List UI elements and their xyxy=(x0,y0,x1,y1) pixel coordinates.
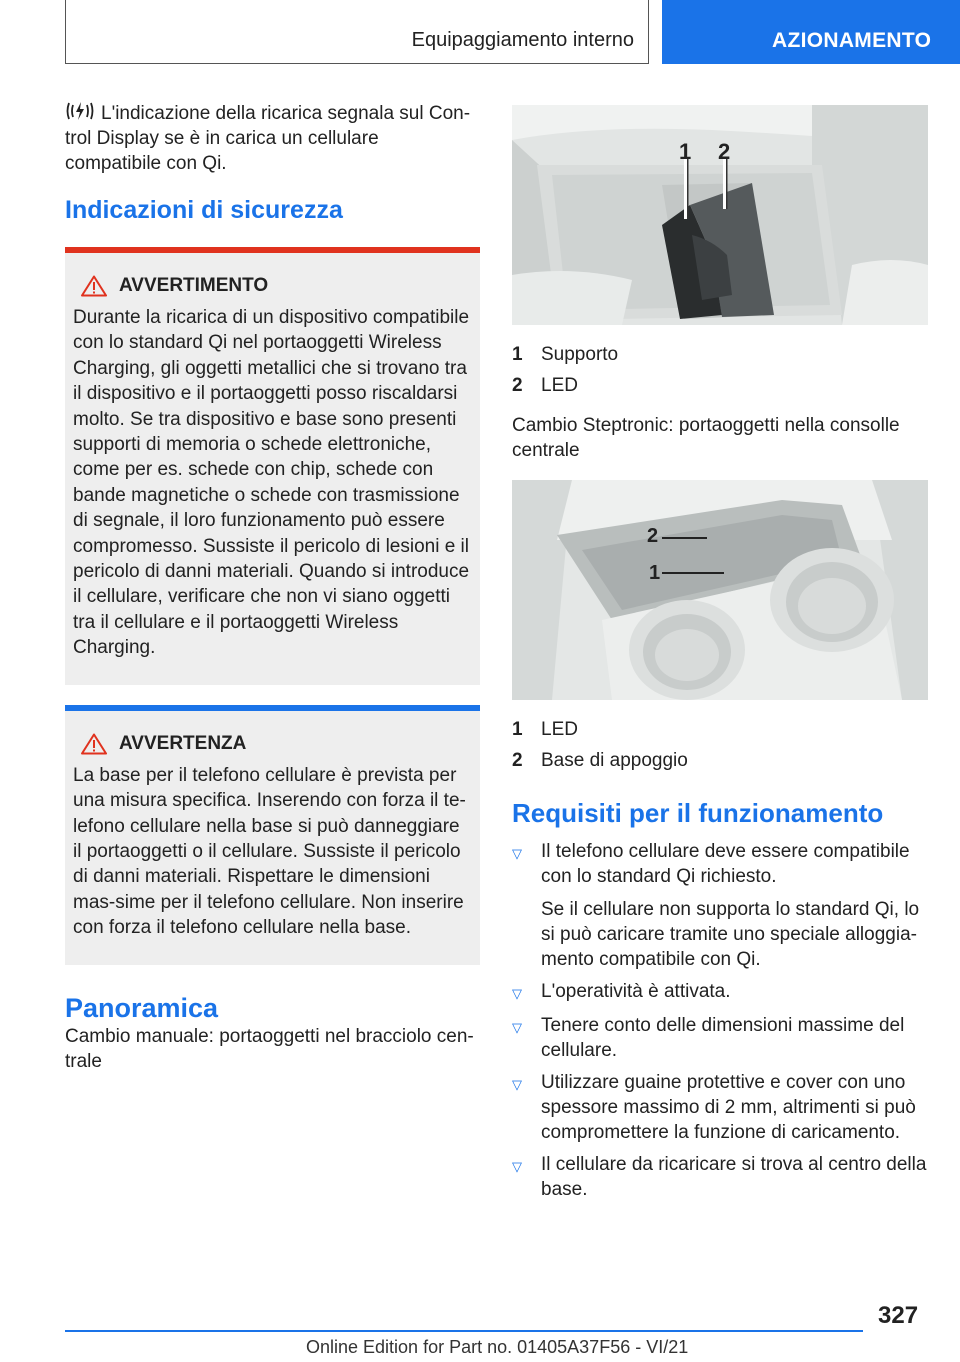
bullet-triangle-icon: ▽ xyxy=(512,986,522,1001)
header-section-title: Equipaggiamento interno xyxy=(411,29,634,51)
intro-text: L'indicazione della ricarica segnala sul Con-trol Display se è in carica un cellulare compatibile con Qi. xyxy=(65,103,471,174)
legend-item xyxy=(512,370,928,401)
legend-text: Base di appoggio xyxy=(541,750,688,771)
legend-number: 2 xyxy=(512,750,523,771)
wireless-charging-icon xyxy=(65,100,95,122)
page-number: 327 xyxy=(878,1302,919,1329)
legend-item xyxy=(512,714,928,745)
warning-text: Durante la ricarica di un dispositivo compatibile con lo standard Qi nel portaoggetti Wireless Charging, gli oggetti metallici che si trovano tra il dispositivo e il portaoggetti posso riscaldarsi molto. Se tra dispositivo e base sono presenti supporti di memoria o schede elettroniche, come per es. schede con chip, schede con bande magnetiche o schede con trasmissione di segnale, il loro funzionamento può essere compromesso. Sussiste il pericolo di lesioni e il pericolo di danni materiali. Quando si introduce il cellulare, verificare che non vi siano oggetti tra il cellulare e il portaoggetti Wireless Charging. xyxy=(73,307,470,659)
manual-gearbox-text: Cambio manuale: portaoggetti nel bracciolo cen-trale xyxy=(65,1025,474,1072)
legend-item xyxy=(512,339,928,370)
right-column xyxy=(512,105,928,1209)
heading-requirements: Requisiti per il funzionamento xyxy=(512,798,884,828)
header-section-tab xyxy=(65,0,649,64)
heading-overview: Panoramica xyxy=(65,992,219,1023)
header-chapter-title: AZIONAMENTO xyxy=(772,29,932,52)
figure1-callout-2: 2 xyxy=(718,139,731,164)
heading-safety: Indicazioni di sicurezza xyxy=(65,196,343,224)
warning-box-avvertenza xyxy=(65,705,480,965)
legend-number: 1 xyxy=(512,344,523,365)
armrest-storage-photo xyxy=(512,105,928,325)
legend-number: 2 xyxy=(512,375,523,396)
left-column xyxy=(65,100,480,1074)
warning-box-avvertimento xyxy=(65,247,480,685)
figure2-legend xyxy=(512,714,928,776)
legend-text: LED xyxy=(541,719,578,740)
bullet-text: L'operatività è attivata. xyxy=(541,981,731,1002)
warning-triangle-icon xyxy=(81,275,107,297)
caution-text: La base per il telefono cellulare è prevista per una misura specifica. Inserendo con forza il te-lefono cellulare nella base si può danneggiare il portaoggetti o il cellulare. Sussiste il pericolo di danni materiali. Rispettare le dimensioni mas-sime per il telefono cellulare. Non inserire con forza il telefono cellulare nella base. xyxy=(73,764,466,939)
warning-title-row xyxy=(81,275,472,297)
figure2-callout-2: 2 xyxy=(647,525,659,547)
bullet-triangle-icon: ▽ xyxy=(512,1077,522,1092)
figure1-legend xyxy=(512,339,928,401)
list-item xyxy=(512,1013,928,1063)
caution-title: AVVERTENZA xyxy=(119,732,247,754)
bullet-text: Il telefono cellulare deve essere compatibile con lo standard Qi richiesto. xyxy=(541,841,910,887)
figure2-callout-1: 1 xyxy=(649,562,661,584)
footer-divider xyxy=(65,1330,863,1332)
steptronic-text: Cambio Steptronic: portaoggetti nella consolle centrale xyxy=(512,415,900,461)
edition-text: Online Edition for Part no. 01405A37F56 - VI/21 xyxy=(306,1337,689,1357)
charging-indicator-paragraph xyxy=(65,100,480,176)
list-item xyxy=(512,1152,928,1202)
bullet-triangle-icon: ▽ xyxy=(512,1159,522,1174)
bullet-text: Il cellulare da ricaricare si trova al centro della base. xyxy=(541,1154,927,1200)
bullet-triangle-icon: ▽ xyxy=(512,1020,522,1035)
bullet-triangle-icon: ▽ xyxy=(512,846,522,861)
list-item xyxy=(512,979,928,1006)
list-item xyxy=(512,1070,928,1145)
bullet-text: Tenere conto delle dimensioni massime del cellulare. xyxy=(541,1015,905,1061)
console-storage-photo xyxy=(512,480,928,700)
list-item xyxy=(512,839,928,972)
caution-title-row xyxy=(81,733,472,755)
warning-triangle-icon xyxy=(81,733,107,755)
header-chapter-tab xyxy=(662,0,960,64)
bullet-text: Utilizzare guaine protettive e cover con uno spessore massimo di 2 mm, altrimenti si può compromettere la funzione di caricamento. xyxy=(541,1072,916,1143)
legend-text: Supporto xyxy=(541,344,619,365)
bullet-subtext: Se il cellulare non supporta lo standard Qi, lo si può caricare tramite uno speciale alloggia-mento compatibile con Qi. xyxy=(541,899,920,970)
warning-title: AVVERTIMENTO xyxy=(119,275,269,296)
figure1-callout-1: 1 xyxy=(679,139,692,164)
legend-number: 1 xyxy=(512,719,523,740)
requirements-list xyxy=(512,839,928,1202)
legend-text: LED xyxy=(541,375,578,396)
legend-item xyxy=(512,745,928,776)
